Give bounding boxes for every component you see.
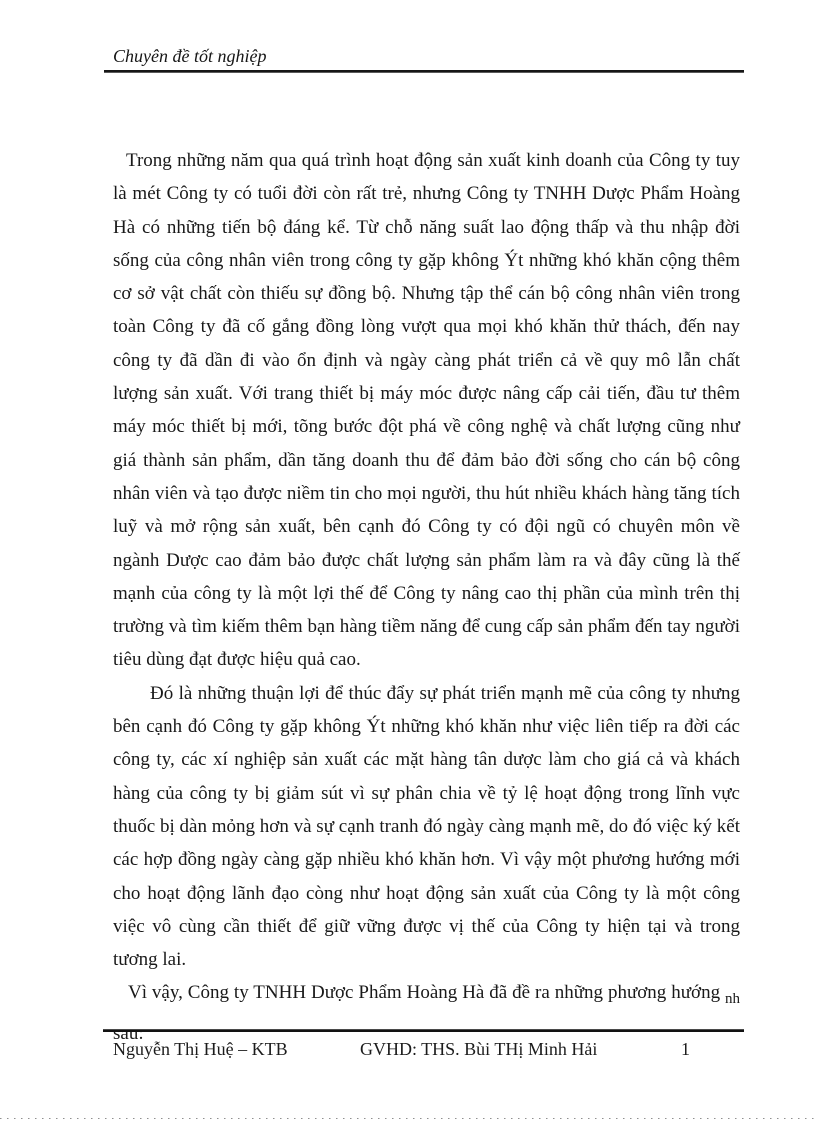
page-separator-dots	[0, 1117, 816, 1119]
paragraph-company-overview: Trong những năm qua quá trình hoạt động sản xuất kinh doanh của Công ty tuy là mét Công ty có tuổi đời còn rất trẻ, nhưng Công ty TNHH Dược Phẩm Hoàng Hà có những tiến bộ đáng kể. Từ chỗ năng suất lao động thấp và thu nhập đời sống của công nhân viên trong công ty gặp không Ýt những khó khăn cộng thêm cơ sở vật chất còn thiếu sự đồng bộ. Nhưng tập thể cán bộ công nhân viên trong toàn Công ty đã cố gắng đồng lòng vượt qua mọi khó khăn thử thách, đến nay công ty đã dần đi vào ổn định và ngày càng phát triển cả về quy mô lẫn chất lượng sản xuất. Với trang thiết bị máy móc được nâng cấp cải tiến, đầu tư thêm máy móc thiết bị mới, tõng bước đột phá về công nghệ và chất lượng cũng như giá thành sản phẩm, dần tăng doanh thu để đảm bảo đời sống cho cán bộ công nhân viên và tạo được niềm tin cho mọi người, thu hút nhiều khách hàng tăng tích luỹ và mở rộng sản xuất, bên cạnh đó Công ty có đội ngũ có chuyên môn về ngành Dược cao đảm bảo được chất lượng sản phẩm làm ra và đây cũng là thế mạnh của công ty là một lợi thế để Công ty nâng cao thị phần của mình trên thị trường và tìm kiếm thêm bạn hàng tiềm năng để cung cấp sản phẩm đến tay người tiêu dùng đạt được hiệu quả cao.	[113, 150, 740, 671]
page-footer	[103, 1029, 744, 1063]
footer-rule	[103, 1029, 744, 1032]
closing-text-part2: sau:	[113, 1022, 144, 1044]
closing-text-part1: Vì vậy, Công ty TNHH Dược Phẩm Hoàng Hà đã đề ra những phương hướng	[128, 982, 721, 1004]
page-header	[104, 44, 744, 73]
subscript-text: nh	[725, 991, 741, 1008]
footer-page-number: 1	[681, 1039, 690, 1059]
footer-supervisor-name: GVHD: THS. Bùi THị Minh Hải	[360, 1039, 598, 1059]
footer-row	[103, 1037, 744, 1063]
header-rule	[104, 70, 744, 73]
paragraph-challenges: Đó là những thuận lợi để thúc đẩy sự phát triển mạnh mẽ của công ty nhưng bên cạnh đó Công ty gặp không Ýt những khó khăn như việc liên tiếp ra đời các công ty, các xí nghiệp sản xuất các mặt hàng tân dược làm cho giá cả và khách hàng của công ty bị giảm sút vì sự phân chia về tỷ lệ hoạt động trong lĩnh vực thuốc bị dàn mỏng hơn và sự cạnh tranh đó ngày càng mạnh mẽ, do đó việc ký kết các hợp đồng ngày càng gặp nhiều khó khăn hơn. Vì vậy một phương hướng mới cho hoạt động lãnh đạo còng như hoạt động sản xuất của Công ty là một công việc vô cùng cần thiết để giữ vững được vị thế của Công ty hiện tại và trong tương lai.	[113, 682, 740, 971]
header-title: Chuyên đề tốt nghiệp	[113, 46, 267, 66]
footer-author-name: Nguyễn Thị Huệ – KTB	[113, 1039, 288, 1059]
document-body	[113, 144, 740, 1050]
